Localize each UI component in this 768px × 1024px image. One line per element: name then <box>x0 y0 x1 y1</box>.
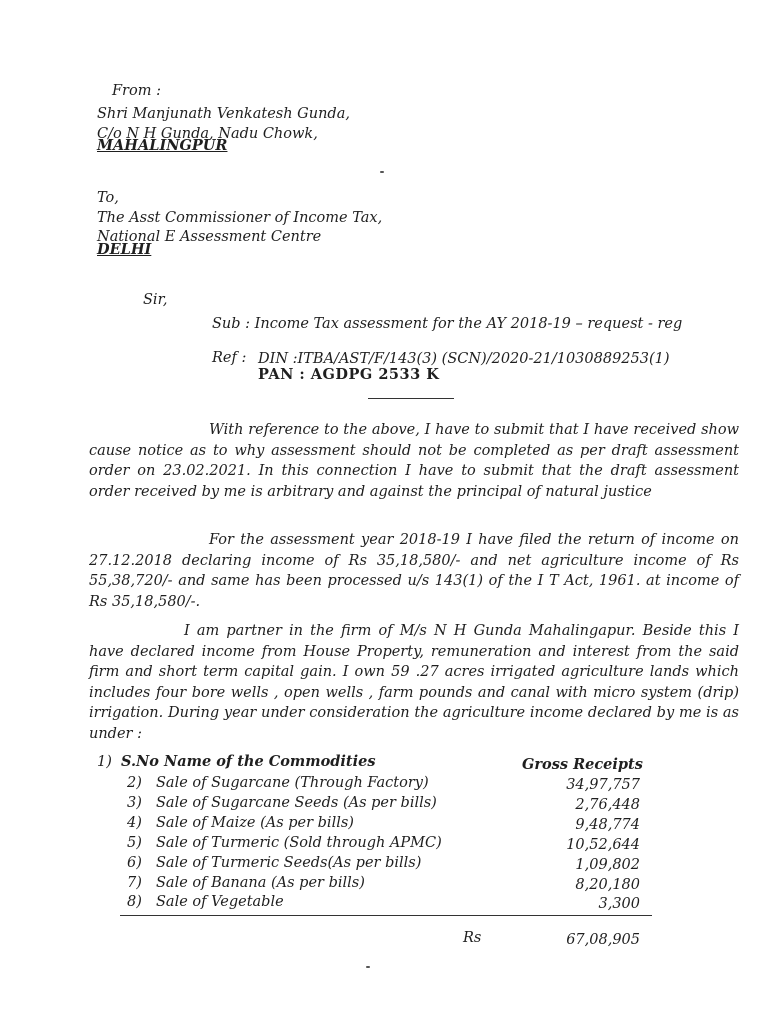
paragraph-3 <box>89 621 739 744</box>
table-row-commodity: Sale of Maize (As per bills) <box>156 815 354 831</box>
salutation: Sir, <box>143 292 168 308</box>
table-row-amount: 2,76,448 <box>575 797 640 813</box>
table-row-amount: 34,97,757 <box>566 777 640 793</box>
pan-number: PAN : AGDPG 2533 K <box>258 366 440 383</box>
ref-label: Ref : <box>212 350 247 366</box>
table-row-number: 4) <box>127 815 142 831</box>
table-row-amount: 1,09,802 <box>575 857 640 873</box>
sender-city: MAHALINGPUR <box>97 137 228 154</box>
table-header-commodities: S.No Name of the Commodities <box>121 753 376 770</box>
subject-line: Sub : Income Tax assessment for the AY 2018-19 – request - reg <box>212 316 683 332</box>
table-header-gross-receipts: Gross Receipts <box>522 756 643 773</box>
recipient-line-1: The Asst Commissioner of Income Tax, <box>97 210 383 226</box>
paragraph-1 <box>89 420 739 502</box>
table-row-number: 8) <box>127 894 142 910</box>
to-label: To, <box>97 190 119 206</box>
table-row-commodity: Sale of Banana (As per bills) <box>156 875 365 891</box>
table-row-commodity: Sale of Sugarcane Seeds (As per bills) <box>156 795 437 811</box>
total-amount: 67,08,905 <box>566 932 640 948</box>
table-row-number: 7) <box>127 875 142 891</box>
table-row-amount: 8,20,180 <box>575 877 640 893</box>
total-currency: Rs <box>463 930 482 946</box>
paragraph-2 <box>89 530 739 612</box>
table-row-commodity: Sale of Turmeric Seeds(As per bills) <box>156 855 422 871</box>
table-row-amount: 9,48,774 <box>575 817 640 833</box>
table-row-commodity: Sale of Vegetable <box>156 894 284 910</box>
paragraph-3-text: I am partner in the firm of M/s N H Gunda Mahalingapur. Beside this I have declared income from House Property, remuneration and interest from the said firm and short term capital gain. I own 59 .27 acres irrigated agriculture lands which includes four bore wells , open wells , farm pounds and canal with micro system (drip) irrigation. During year under consideration the agriculture income declared by me is as under : <box>89 623 739 742</box>
total-divider <box>120 915 652 916</box>
table-row-commodity: Sale of Turmeric (Sold through APMC) <box>156 835 442 851</box>
scan-speck <box>366 966 370 968</box>
table-row-amount: 3,300 <box>598 896 640 912</box>
sender-address: C/o N H Gunda, Nadu Chowk, <box>97 126 318 142</box>
table-row-number: 3) <box>127 795 142 811</box>
table-header-number: 1) <box>97 754 112 770</box>
scan-speck <box>380 171 384 173</box>
recipient-line-2: National E Assessment Centre <box>97 229 322 245</box>
table-row-amount: 10,52,644 <box>566 837 640 853</box>
recipient-city: DELHI <box>97 241 152 258</box>
table-row-number: 2) <box>127 775 142 791</box>
table-row-number: 6) <box>127 855 142 871</box>
ref-underline <box>368 398 454 399</box>
table-row-number: 5) <box>127 835 142 851</box>
table-row-commodity: Sale of Sugarcane (Through Factory) <box>156 775 429 791</box>
paragraph-1-text: With reference to the above, I have to submit that I have received show cause notice as to why assessment should not be completed as per draft assessment order on 23.02.2021. In this connection I have to submit that the draft assessment order received by me is arbitrary and against the principal of natural justice <box>89 422 739 500</box>
paragraph-2-text: For the assessment year 2018-19 I have filed the return of income on 27.12.2018 declaring income of Rs 35,18,580/- and net agriculture income of Rs 55,38,720/- and same has been processed u/s 143(1) of the I T Act, 1961. at income of Rs 35,18,580/-. <box>89 532 739 610</box>
from-label: From : <box>112 83 161 99</box>
ref-din: DIN :ITBA/AST/F/143(3) (SCN)/2020-21/1030889253(1) <box>258 351 670 367</box>
sender-name: Shri Manjunath Venkatesh Gunda, <box>97 106 350 122</box>
